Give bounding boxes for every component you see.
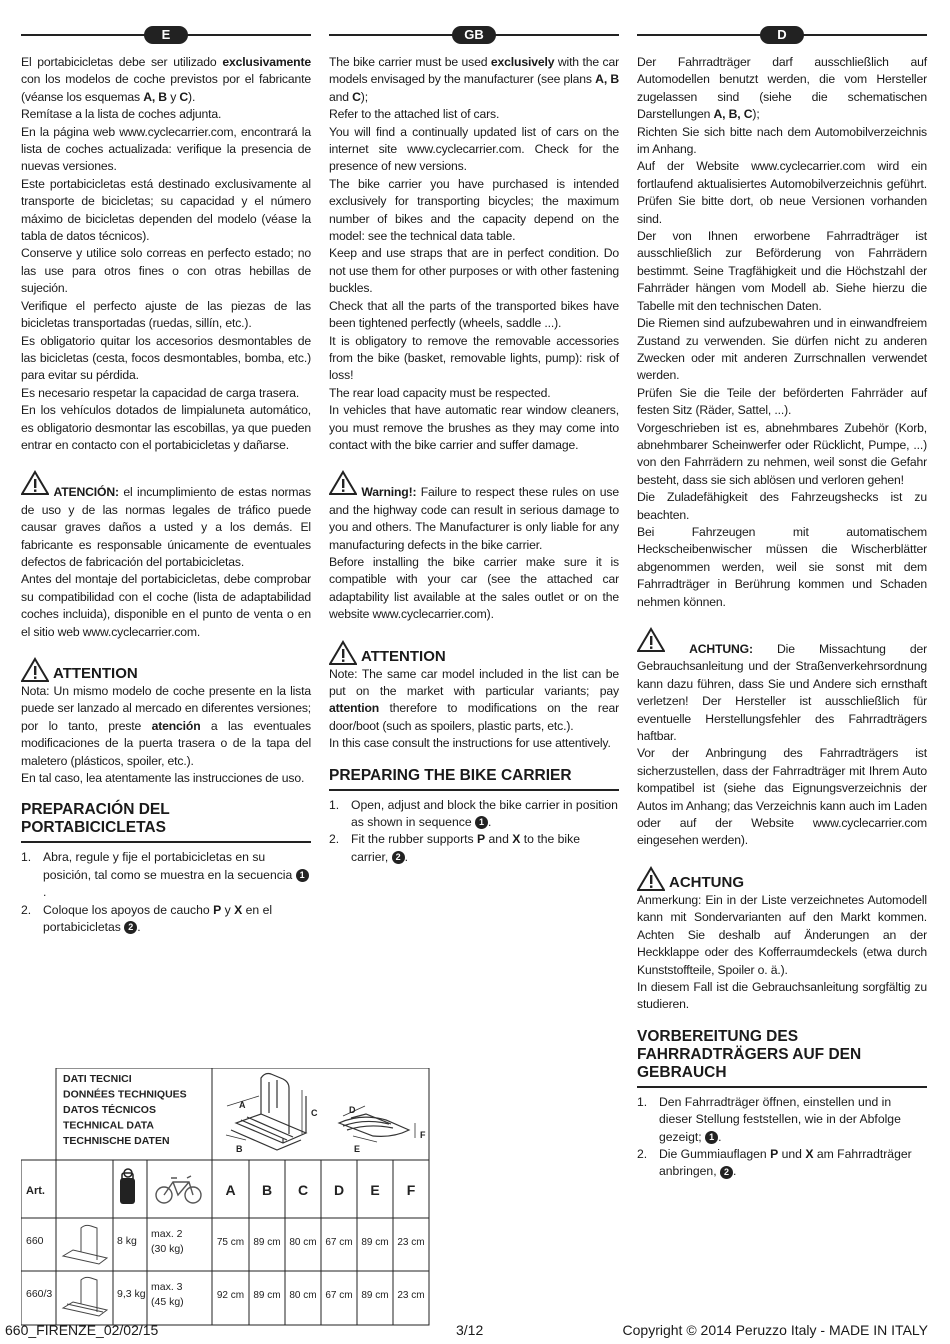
header-col-c: C <box>297 1182 309 1198</box>
bold-text: X <box>234 902 243 917</box>
body-paragraph: The bike carrier you have purchased is intended exclusively for transporting bicycles; the maximum number of bikes and the capacity depend on the model: see the technical data table. <box>329 176 619 244</box>
attention-paragraph: In this case consult the instructions for use attentively. <box>329 736 611 751</box>
row-max-load: (30 kg) <box>151 1243 184 1255</box>
section-heading: VORBEREITUNG DES FAHRRADTRÄGERS AUF DEN GEBRAUCH <box>637 1028 927 1088</box>
attention-heading: ATTENTION <box>329 640 619 666</box>
bold-text: A, B <box>143 89 167 104</box>
row-max-load: (45 kg) <box>151 1296 184 1308</box>
language-header <box>21 26 311 44</box>
body-paragraph: In vehicles that have automatic rear window cleaners, you must remove the brushes as they may come into contact with the bike carrier and suffer damage. <box>329 403 619 452</box>
section-heading: PREPARING THE BIKE CARRIER <box>329 767 619 791</box>
header-col-f: F <box>406 1182 416 1198</box>
column-gb <box>329 26 619 866</box>
step-number: 2. <box>329 832 340 847</box>
body-paragraph: Antes del montaje del portabicicletas, debe comprobar su compatibilidad con el coche (lista de adaptabilidad coches incluida), disponible en el punto de venta o en el sitio web www.cyclecarrier.com. <box>21 572 311 639</box>
table-title-line: TECHNISCHE DATEN <box>63 1135 170 1147</box>
header-col-d: D <box>333 1182 345 1198</box>
header-art: Art. <box>26 1185 45 1197</box>
step-number: 1. <box>21 850 32 865</box>
weight-icon <box>120 1169 135 1204</box>
step-text: Die Gummiauflagen P und X am Fahrradträger anbringen, 2 . <box>659 1146 912 1179</box>
row-dimension-value: 89 cm <box>361 1237 389 1248</box>
row-weight: 8 kg <box>117 1235 137 1247</box>
sequence-number-badge: 1 <box>475 816 488 829</box>
step-number: 1. <box>329 797 340 812</box>
attention-paragraph: Anmerkung: Ein in der Liste verzeichnetes Automodell kann mit Sondervarianten auf den Markt kommen. Achten Sie deshalb auf Änderungen an der Heckklappe oder des Kofferraumdeckels (etwa durch Kunststoffteile, Spoiler o. ä.). <box>637 892 927 977</box>
row-article-code: 660/3 <box>26 1288 53 1300</box>
attention-paragraph: Nota: Un mismo modelo de coche presente en la lista puede ser lanzado al mercado en diferentes versiones; por lo tanto, preste atención a las eventuales modificaciones de la puerta trasera o de la tapa del maletero (plásticos, spoiler, etc.). <box>21 684 311 768</box>
body-paragraph: Keep and use straps that are in perfect condition. Do not use them for other purposes or with other fastening buckles. <box>329 246 619 296</box>
body-paragraph: You will find a continually updated list of cars on the internet site www.cyclecarrier.com. Check for the presence of new versions. <box>329 124 619 174</box>
row-dimension-value: 23 cm <box>397 1290 425 1301</box>
body-paragraph: Auf der Website www.cyclecarrier.com wird ein fortlaufend aktualisiertes Automobilverzeichnis geführt. Prüfen Sie bitte dort, ob neue Versionen vorhanden sind. <box>637 159 927 226</box>
doc-code: 660_FIRENZE_02/02/15 <box>5 1322 159 1338</box>
bold-text: exclusively <box>490 55 555 69</box>
dim-label-f: F <box>420 1130 426 1140</box>
attention-paragraph: En tal caso, lea atentamente las instrucciones de uso. <box>21 771 305 786</box>
row-dimension-value: 89 cm <box>253 1237 281 1248</box>
language-code-badge: D <box>760 26 804 44</box>
bicycle-icon <box>156 1176 201 1203</box>
steps-list <box>637 1094 927 1181</box>
body-paragraph: Bei Fahrzeugen mit automatischem Heckscheibenwischer müssen die Wischerblätter abgenommen werden, weil sie sonst mit dem Fahrradträger in Berührung kommen und Schaden nehmen können. <box>637 524 927 609</box>
carrier-diagram-side <box>231 1074 306 1151</box>
warning-triangle-icon <box>21 470 49 496</box>
dim-label-c: C <box>311 1108 318 1118</box>
row-dimension-value: 80 cm <box>289 1237 317 1248</box>
body-paragraph: El portabicicletas debe ser utilizado exclusivamente con los modelos de coche previstos por el fabricante (véanse los esquemas A, B y C). <box>21 55 311 104</box>
body-paragraph: Die Riemen sind aufzubewahren und in einwandfreiem Zustand zu verwenden. Sie dürfen nicht zu anderen Zwecken oder mit anderen Zurrschnallen verwendet werden. <box>637 316 927 383</box>
body-paragraph: Conserve y utilice solo correas en perfecto estado; no las use para otros fines o con otras hebillas de sujeción. <box>21 246 311 296</box>
table-title-line: DATI TECNICI <box>63 1073 132 1085</box>
warning-triangle-icon <box>637 866 665 892</box>
attention-paragraph: Note: The same car model included in the list can be put on the market with particular variants; pay attention therefore to modifications on the rear door/boot (such as spoilers, plastic parts, etc.). <box>329 666 619 733</box>
body-paragraph: Der von Ihnen erworbene Fahrradträger ist ausschließlich zur Beförderung von Fahrrädern bestimmt. Seine Tragfähigkeit und die Höchstzahl der Fahrräder hängen vom Modell ab. Siehe hierzu die Tabelle mit den technischen Daten. <box>637 229 927 313</box>
bold-text: ATENCIÓN: <box>53 485 119 500</box>
bold-text: C <box>352 89 361 104</box>
header-col-a: A <box>225 1182 236 1198</box>
warning-triangle-icon <box>329 470 357 496</box>
row-dimension-value: 67 cm <box>325 1237 353 1248</box>
body-paragraph: Check that all the parts of the transported bikes have been tightened perfectly (wheels, saddle ...). <box>329 298 619 331</box>
bold-text: A, B, C <box>713 107 753 122</box>
step-item <box>329 831 619 866</box>
sequence-number-badge: 2 <box>720 1166 733 1179</box>
bold-text: X <box>512 832 521 847</box>
attention-paragraph: In diesem Fall ist die Gebrauchsanleitung sorgfältig zu studieren. <box>637 979 927 1012</box>
table-title-line: DONNÉES TECHNIQUES <box>63 1088 187 1101</box>
warning-paragraph: ACHTUNG: Die Missachtung der Gebrauchsanleitung und der Straßenverkehrsordnung kann dazu führen, dass Sie und Andere sich ernsthaft verletzen! Der Hersteller ist ausschließlich für eventuelle Herstellungsfehler des Fahrradträgers haftbar. <box>637 627 927 745</box>
body-paragraph: Der Fahrradträger darf ausschließlich auf Automodellen benutzt werden, die vom Hersteller zugelassen sind (siehe die schematischen Darstellungen A, B, C); <box>637 55 927 122</box>
step-text: Den Fahrradträger öffnen, einstellen und in dieser Stellung feststellen, wie in der Abfolge gezeigt; 1 . <box>659 1094 901 1144</box>
bold-text: C <box>179 89 189 104</box>
language-header <box>329 26 619 44</box>
sequence-number-badge: 1 <box>705 1131 718 1144</box>
body-paragraph: Vor der Anbringung des Fahrradträgers ist sicherzustellen, dass der Fahrradträger mit Ihrem Auto kompatibel ist (siehe das Eignungsverzeichnis der Autos im Anhang; das Verzeichnis kann auch im Laden oder auf der Website www.cyclecarrier.com eingesehen werden). <box>637 746 927 848</box>
step-text: Coloque los apoyos de caucho P y X en el portabicicletas 2 . <box>43 902 273 935</box>
carrier-thumb-660 <box>63 1225 107 1264</box>
bold-text: attention <box>329 701 380 716</box>
body-paragraph: The rear load capacity must be respected. <box>329 385 551 400</box>
sequence-number-badge: 2 <box>124 921 137 934</box>
bold-text: atención <box>151 718 201 733</box>
language-code-badge: E <box>144 26 188 44</box>
row-max-bikes: max. 3 <box>151 1281 183 1293</box>
bold-text: Warning!: <box>361 485 417 500</box>
bold-text: ACHTUNG: <box>689 642 753 656</box>
body-paragraph: Es obligatorio quitar los accesorios desmontables de las bicicletas (cesta, focos desmontables, bomba, etc.) para evitar su pérdida. <box>21 333 311 383</box>
dim-label-d: D <box>349 1105 356 1115</box>
bold-text: exclusivamente <box>222 55 311 69</box>
row-max-bikes: max. 2 <box>151 1228 183 1240</box>
row-dimension-value: 23 cm <box>397 1237 425 1248</box>
bold-text: P <box>213 902 222 917</box>
warning-triangle-icon <box>21 657 49 683</box>
row-dimension-value: 67 cm <box>325 1290 353 1301</box>
body-paragraph: Refer to the attached list of cars. <box>329 107 500 122</box>
row-dimension-value: 89 cm <box>361 1290 389 1301</box>
bold-text: A, B <box>595 72 619 87</box>
carrier-diagram-folded <box>339 1114 409 1136</box>
body-paragraph: Vorgeschrieben ist es, abnehmbares Zubehör (Korb, abnehmbarer Scheinwerfer oder Rücklicht, Pumpe, ...) von den Fahrrädern zu nehmen, weil sonst die Gefahr besteht, dass sie sich ablösen und verloren gehen! <box>637 420 927 487</box>
body-paragraph: Este portabicicletas está destinado exclusivamente al transporte de bicicletas; su capacidad y el número máximo de bicicletas dependen del modelo (véase la tabla de datos técnicos). <box>21 176 311 244</box>
body-paragraph: En los vehículos dotados de limpialuneta automático, es obligatorio desmontar las escobillas, ya que pueden entrar en contacto con el portabicicletas y dañarse. <box>21 403 311 452</box>
body-paragraph: Richten Sie sich bitte nach dem Automobilverzeichnis im Anhang. <box>637 124 927 157</box>
body-paragraph: Die Zuladefähigkeit des Fahrzeugshecks ist zu beachten. <box>637 490 927 522</box>
warning-triangle-icon <box>329 640 357 666</box>
section-heading: PREPARACIÓN DEL PORTABICICLETAS <box>21 801 311 843</box>
copyright: Copyright © 2014 Peruzzo Italy - MADE IN ITALY <box>622 1322 928 1338</box>
dim-label-a: A <box>239 1100 246 1110</box>
technical-data-table <box>21 1068 430 1326</box>
step-text: Fit the rubber supports P and X to the bike carrier, 2 . <box>351 832 581 864</box>
body-paragraph: Verifique el perfecto ajuste de las piezas de las bicicletas transportadas (ruedas, sillín, etc.). <box>21 298 311 331</box>
table-title-line: TECHNICAL DATA <box>63 1119 154 1132</box>
header-col-b: B <box>261 1182 273 1198</box>
row-dimension-value: 92 cm <box>216 1290 245 1301</box>
step-number: 1. <box>637 1094 648 1109</box>
body-paragraph: It is obligatory to remove the removable accessories from the bike (basket, removable lights, pump): risk of loss! <box>329 333 619 383</box>
steps-list <box>329 797 619 867</box>
body-paragraph: Before installing the bike carrier make sure it is compatible with your car (see the attached car adaptability list available at the sales outlet or on the website www.cyclecarrier.com). <box>329 554 619 622</box>
column-es <box>21 26 311 936</box>
steps-list <box>21 849 311 936</box>
step-item <box>21 902 311 937</box>
bold-text: X <box>805 1146 814 1161</box>
step-item <box>637 1146 927 1181</box>
body-paragraph: Remítase a la lista de coches adjunta. <box>21 107 222 122</box>
header-col-e: E <box>370 1182 380 1198</box>
page-number: 3/12 <box>456 1322 484 1338</box>
step-text: Abra, regule y fije el portabicicletas en su posición, tal como se muestra en la secuencia 1. <box>43 849 311 901</box>
language-code-badge: GB <box>452 26 496 44</box>
warning-paragraph: ATENCIÓN: el incumplimiento de estas normas de uso y de las normas legales de tráfico puede causar graves daños a usted y a los demás. El fabricante es responsable únicamente de eventuales defectos de fabricación del portabicicletas. <box>21 470 311 571</box>
row-weight: 9,3 kg <box>117 1288 146 1300</box>
carrier-thumb-660-3 <box>63 1277 107 1316</box>
warning-paragraph: Warning!: Failure to respect these rules on use and the highway code can result in serious damage to you and others. The Manufacturer is only liable for any manufacturing defects in the bike carrier. <box>329 470 619 554</box>
body-paragraph: Es necesario respetar la capacidad de carga trasera. <box>21 385 300 400</box>
row-dimension-value: 89 cm <box>253 1290 281 1301</box>
row-dimension-value: 80 cm <box>289 1290 317 1301</box>
step-number: 2. <box>637 1146 648 1161</box>
table-title-line: DATOS TÉCNICOS <box>63 1104 156 1116</box>
body-paragraph: Prüfen Sie die Teile der beförderten Fahrräder auf festen Sitz (Räder, Sattel, ...). <box>637 385 927 418</box>
row-dimension-value: 75 cm <box>216 1237 245 1248</box>
sequence-number-badge: 1 <box>296 869 309 882</box>
body-paragraph: En la página web www.cyclecarrier.com, encontrará la lista de coches actualizada: verifique la presencia de nuevas versiones. <box>21 124 311 174</box>
column-de <box>637 26 927 1181</box>
dim-label-b: B <box>236 1144 243 1154</box>
attention-heading: ATTENTION <box>21 657 311 683</box>
language-header <box>637 26 927 44</box>
step-item <box>329 797 619 832</box>
bold-text: P <box>477 832 486 847</box>
dim-label-e: E <box>354 1144 361 1154</box>
step-item <box>21 849 311 901</box>
attention-heading: ACHTUNG <box>637 866 927 892</box>
step-text: Open, adjust and block the bike carrier in position as shown in sequence 1 . <box>351 797 618 830</box>
row-article-code: 660 <box>26 1235 44 1247</box>
step-item <box>637 1094 927 1146</box>
sequence-number-badge: 2 <box>392 851 405 864</box>
bold-text: P <box>770 1146 779 1161</box>
step-number: 2. <box>21 902 32 917</box>
warning-triangle-icon <box>637 627 665 653</box>
body-paragraph: The bike carrier must be used exclusively with the car models envisaged by the manufacturer (see plans A, B and C); <box>329 55 619 104</box>
